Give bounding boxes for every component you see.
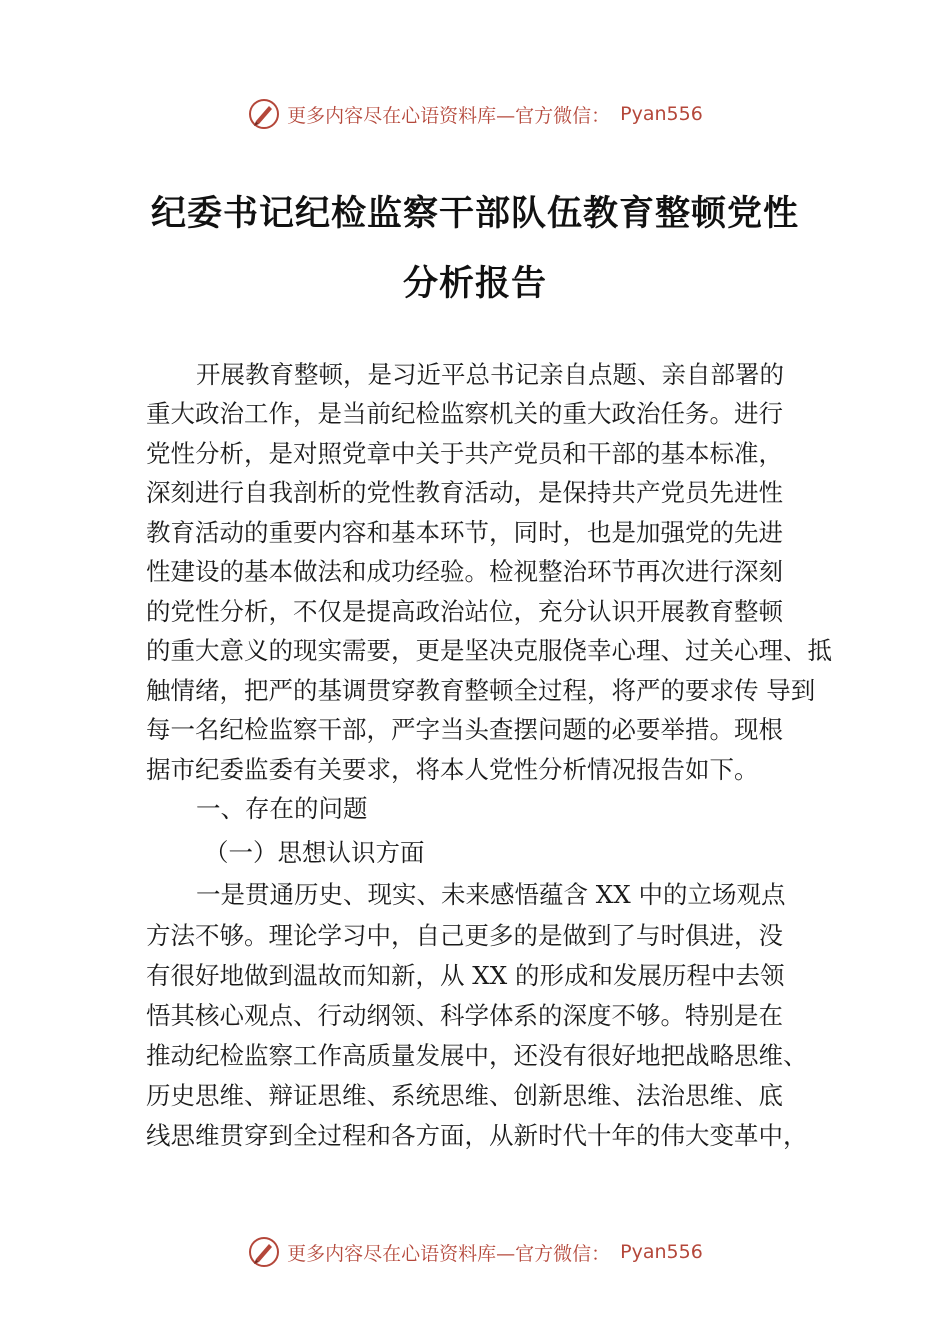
body-line: 历史思维、辩证思维、系统思维、创新思维、法治思维、底 [146,1081,783,1110]
section-heading: 一、存在的问题 [196,794,368,823]
body-line: 的党性分析，不仅是提高政治站位，充分认识开展教育整顿 [146,597,783,626]
body-line: 方法不够。理论学习中，自己更多的是做到了与时俱进，没 [146,921,783,950]
document-title-line-1: 纪委书记纪检监察干部队伍教育整顿党性 [150,193,799,234]
body-line: 据市纪委监委有关要求，将本人党性分析情况报告如下。 [146,755,759,784]
body-line: 开展教育整顿，是习近平总书记亲自点题、亲自部署的 [196,360,784,389]
watermark-code: Pyan556 [620,1241,703,1263]
body-line: 线思维贯穿到全过程和各方面，从新时代十年的伟大变革中， [146,1121,808,1150]
body-line: 党性分析，是对照党章中关于共产党员和干部的基本标准， [146,439,783,468]
body-line: 教育活动的重要内容和基本环节，同时，也是加强党的先进 [146,518,783,547]
watermark-text: 更多内容尽在心语资料库—官方微信： [287,1242,611,1265]
pen-logo-icon [247,97,281,131]
body-line: 一是贯通历史、现实、未来感悟蕴含 XX 中的立场观点 [196,880,786,909]
body-line: 有很好地做到温故而知新，从 XX 的形成和发展历程中去领 [146,961,785,990]
pen-logo-icon [247,1235,281,1269]
body-line: 每一名纪检监察干部，严字当头查摆问题的必要举措。现根 [146,715,783,744]
body-line: 触情绪，把严的基调贯穿教育整顿全过程，将严的要求传 导到 [146,676,816,705]
watermark-text: 更多内容尽在心语资料库—官方微信： [287,104,611,127]
body-line: 性建设的基本做法和成功经验。检视整治环节再次进行深刻 [146,557,783,586]
body-line: 推动纪检监察工作高质量发展中，还没有很好地把战略思维、 [146,1041,808,1070]
body-line: 悟其核心观点、行动纲领、科学体系的深度不够。特别是在 [146,1001,783,1030]
document-title-line-2: 分析报告 [402,263,547,304]
body-line: 深刻进行自我剖析的党性教育活动，是保持共产党员先进性 [146,478,783,507]
body-line: 重大政治工作，是当前纪检监察机关的重大政治任务。进行 [146,399,783,428]
watermark-header [0,94,950,134]
watermark-footer [0,1232,950,1272]
watermark-code: Pyan556 [620,103,703,125]
subsection-heading: （一）思想认识方面 [204,838,425,867]
body-line: 的重大意义的现实需要，更是坚决克服侥幸心理、过关心理、抵 [146,636,832,665]
